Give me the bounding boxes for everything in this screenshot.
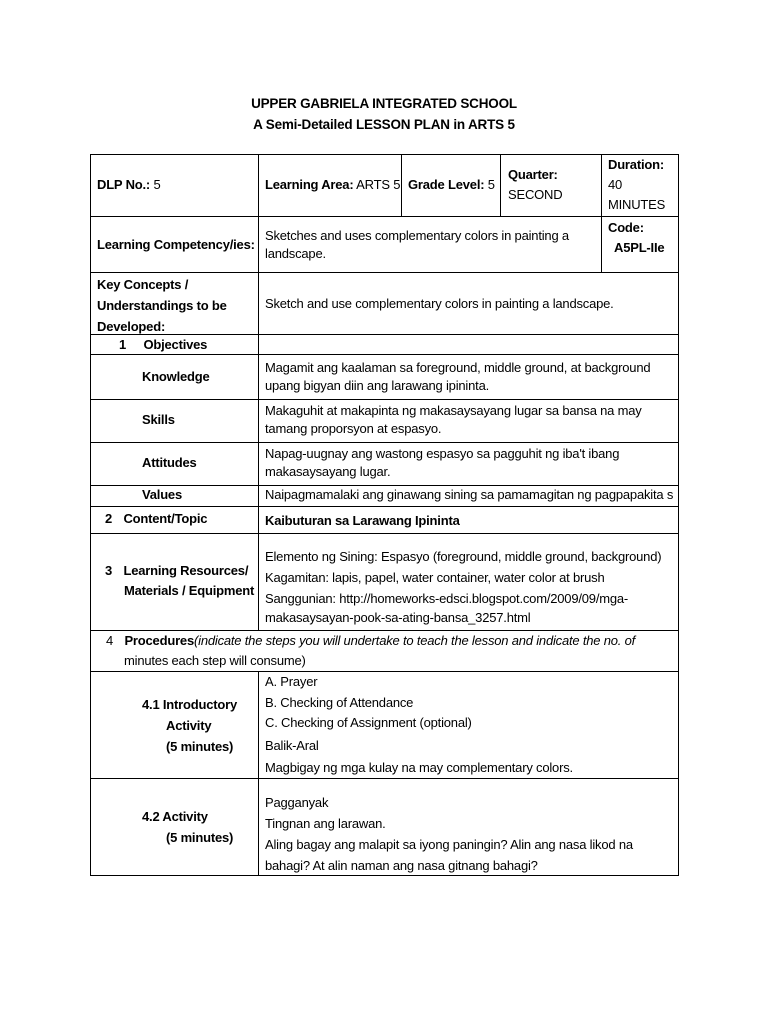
introductory-heading bbox=[142, 694, 237, 757]
row-divider bbox=[90, 442, 679, 443]
dlp-value: 5 bbox=[153, 177, 161, 192]
attitudes-line: Napag-uugnay ang wastong espasyo sa pagguhit ng iba't ibang bbox=[265, 446, 620, 461]
knowledge-line: Magamit ang kaalaman sa foreground, middle ground, at background bbox=[265, 360, 651, 375]
skills-text bbox=[265, 402, 642, 438]
procedures-label: Procedures bbox=[124, 633, 194, 648]
row-divider bbox=[90, 272, 679, 273]
resources-label-2: Materials / Equipment bbox=[124, 583, 255, 598]
key-concepts-text: Sketch and use complementary colors in painting a landscape. bbox=[265, 296, 614, 311]
duration-value: 40 bbox=[608, 177, 623, 192]
introductory-steps bbox=[265, 672, 573, 779]
attitudes-label: Attitudes bbox=[142, 455, 197, 470]
activity-steps bbox=[265, 792, 633, 876]
column-divider bbox=[401, 154, 402, 216]
skills-line: Makaguhit at makapinta ng makasaysayang lugar sa bansa na may bbox=[265, 403, 642, 418]
knowledge-label: Knowledge bbox=[142, 369, 210, 384]
key-concepts-line: Key Concepts / bbox=[97, 277, 189, 292]
school-name: UPPER GABRIELA INTEGRATED SCHOOL bbox=[251, 96, 517, 111]
content-number: 2 bbox=[105, 511, 113, 526]
row-divider bbox=[90, 354, 679, 355]
document-header bbox=[0, 93, 768, 135]
quarter-label: Quarter: bbox=[508, 167, 558, 182]
duration-unit: MINUTES bbox=[608, 197, 666, 212]
key-concepts-label bbox=[97, 274, 227, 337]
resources-line: makasaysayan-pook-sa-ating-bansa_3257.html bbox=[265, 610, 531, 625]
introductory-step: Balik-Aral bbox=[265, 737, 319, 753]
code-label: Code: bbox=[608, 220, 644, 235]
learning-area-value: ARTS 5 bbox=[356, 177, 401, 192]
row-divider bbox=[90, 399, 679, 400]
content-topic: Kaibuturan sa Larawang Ipininta bbox=[265, 513, 460, 528]
table-border-left bbox=[90, 154, 91, 876]
duration-label: Duration: bbox=[608, 157, 664, 172]
code-value: A5PL-IIe bbox=[614, 240, 665, 255]
duration-cell bbox=[608, 155, 665, 215]
document-title: A Semi-Detailed LESSON PLAN in ARTS 5 bbox=[253, 117, 515, 132]
resources-line: Elemento ng Sining: Espasyo (foreground, middle ground, background) bbox=[265, 549, 662, 564]
introductory-step: A. Prayer bbox=[265, 674, 318, 689]
activity-heading bbox=[142, 806, 233, 848]
values-text: Naipagmamalaki ang ginawang sining sa pamamagitan ng pagpapakita s bbox=[265, 487, 674, 502]
row-divider bbox=[90, 216, 679, 217]
competency-line: Sketches and uses complementary colors in painting a bbox=[265, 228, 569, 243]
introductory-step: Magbigay ng mga kulay na may complementary colors. bbox=[265, 760, 573, 775]
knowledge-line: upang bigyan diin ang larawang ipininta. bbox=[265, 378, 490, 393]
learning-area-cell bbox=[265, 176, 400, 194]
grade-level-cell bbox=[408, 176, 495, 194]
table-border-right bbox=[678, 154, 679, 876]
quarter-value: SECOND bbox=[508, 187, 563, 202]
resources-number: 3 bbox=[105, 563, 113, 578]
activity-step: Tingnan ang larawan. bbox=[265, 816, 386, 831]
column-divider bbox=[258, 154, 259, 630]
objectives-label: Objectives bbox=[143, 337, 208, 352]
knowledge-text bbox=[265, 359, 670, 395]
activity-step: Aling bagay ang malapit sa iyong paningin? Alin ang nasa likod na bbox=[265, 837, 633, 852]
competency-text bbox=[265, 227, 569, 263]
procedures-number: 4 bbox=[106, 633, 114, 648]
grade-level-value: 5 bbox=[487, 177, 495, 192]
introductory-label: 4.1 Introductory bbox=[142, 697, 238, 712]
dlp-cell bbox=[97, 176, 161, 194]
activity-step: bahagi? At alin naman ang nasa gitnang bahagi? bbox=[265, 858, 538, 873]
content-heading bbox=[105, 510, 207, 528]
key-concepts-line: Understandings to be bbox=[97, 298, 227, 313]
resources-text bbox=[265, 546, 661, 628]
dlp-label: DLP No.: bbox=[97, 177, 151, 192]
activity-duration: (5 minutes) bbox=[166, 830, 234, 845]
introductory-label: Activity bbox=[166, 718, 212, 733]
procedures-cell bbox=[106, 631, 635, 671]
resources-label: Learning Resources/ bbox=[123, 563, 249, 578]
quarter-cell bbox=[508, 166, 562, 204]
objectives-number: 1 bbox=[119, 337, 127, 352]
learning-area-label: Learning Area: bbox=[265, 177, 354, 192]
column-divider bbox=[601, 154, 602, 272]
resources-heading bbox=[105, 561, 254, 601]
code-cell bbox=[608, 218, 664, 258]
values-label: Values bbox=[142, 487, 182, 502]
row-divider bbox=[90, 533, 679, 534]
introductory-step: B. Checking of Attendance bbox=[265, 694, 414, 710]
activity-step: Pagganyak bbox=[265, 795, 329, 810]
skills-line: tamang proporsyon at espasyo. bbox=[265, 421, 442, 436]
competency-line: landscape. bbox=[265, 246, 326, 261]
attitudes-line: makasaysayang lugar. bbox=[265, 464, 391, 479]
resources-line: Sanggunian: http://homeworks-edsci.blogspot.com/2009/09/mga- bbox=[265, 591, 629, 606]
skills-label: Skills bbox=[142, 412, 175, 427]
attitudes-text bbox=[265, 445, 619, 481]
column-divider bbox=[500, 154, 501, 216]
row-divider bbox=[90, 506, 679, 507]
objectives-heading bbox=[119, 336, 207, 354]
competency-label: Learning Competency/ies: bbox=[97, 237, 255, 252]
key-concepts-line: Developed: bbox=[97, 319, 166, 334]
column-divider bbox=[258, 671, 259, 876]
procedures-note: (indicate the steps you will undertake to teach the lesson and indicate the no. of bbox=[194, 633, 636, 648]
grade-level-label: Grade Level: bbox=[408, 177, 485, 192]
introductory-step: C. Checking of Assignment (optional) bbox=[265, 715, 472, 730]
content-label: Content/Topic bbox=[123, 511, 208, 526]
procedures-note-2: minutes each step will consume) bbox=[124, 653, 306, 668]
introductory-duration: (5 minutes) bbox=[166, 739, 234, 754]
resources-line: Kagamitan: lapis, papel, water container, water color at brush bbox=[265, 570, 605, 585]
table-border-top bbox=[90, 154, 679, 155]
activity-label: 4.2 Activity bbox=[142, 809, 208, 824]
